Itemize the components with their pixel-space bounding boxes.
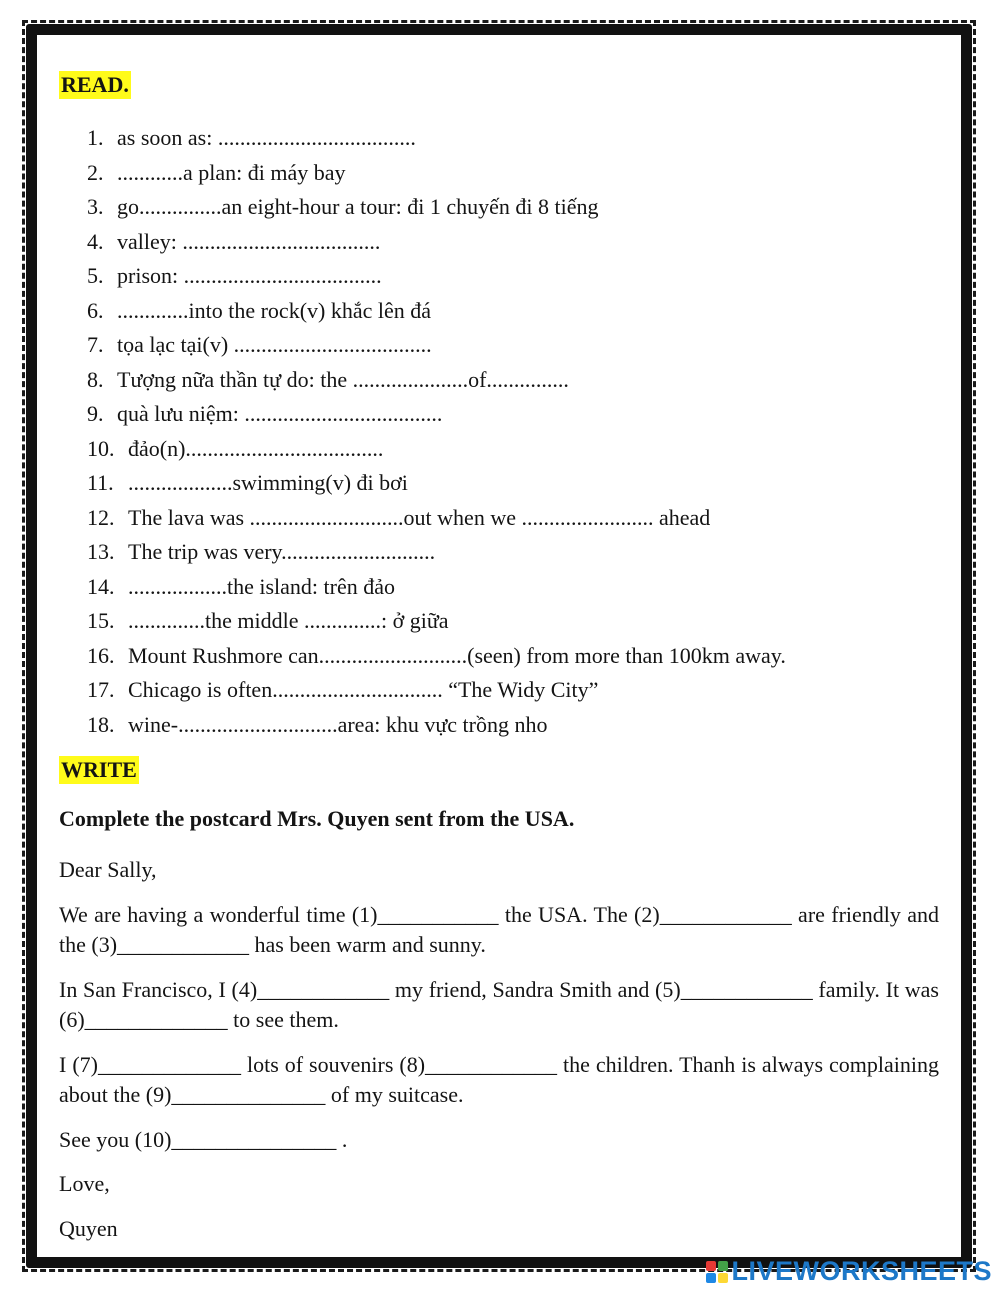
read-item-number: 11. [87, 470, 114, 495]
read-item-text: Chicago is often............................... “The Widy City” [128, 677, 599, 702]
write-heading: WRITE [61, 757, 137, 782]
read-item-number: 8. [87, 366, 104, 392]
read-item-text: go...............an eight-hour a tour: đi 1 chuyến đi 8 tiếng [117, 194, 599, 219]
read-item-number: 14. [87, 573, 115, 599]
logo-text: LIVEWORKSHEETS [731, 1256, 992, 1286]
read-item-text: quà lưu niệm: .................................... [117, 401, 443, 426]
postcard-paragraph-3: I (7)_____________ lots of souvenirs (8)____________ the children. Thanh is always complaining about the (9)______________ of my suitcase. [59, 1052, 939, 1107]
postcard-sign-off: Love, [59, 1171, 110, 1196]
logo-block [706, 1261, 716, 1271]
read-item-number: 3. [87, 194, 104, 219]
read-item-number: 15. [87, 608, 115, 633]
read-item-text: valley: .................................... [117, 228, 381, 254]
read-item-number: 13. [87, 539, 115, 564]
read-item-text: as soon as: .................................... [117, 125, 416, 150]
read-item-text: ..............the middle ..............: ở giữa [128, 608, 449, 633]
read-item-number: 12. [87, 504, 115, 530]
read-item-text: ............a plan: đi máy bay [117, 159, 346, 185]
read-item-number: 4. [87, 228, 104, 254]
postcard-closing-line: See you (10)_______________ . [59, 1127, 348, 1152]
logo-block [718, 1261, 728, 1271]
read-item-text: The trip was very............................ [128, 539, 436, 564]
read-item-number: 18. [87, 711, 115, 737]
read-item-number: 17. [87, 677, 115, 702]
read-item-text: The lava was ............................out when we ........................ ahead [128, 504, 711, 530]
postcard-paragraph-2: In San Francisco, I (4)____________ my friend, Sandra Smith and (5)____________ family. It was (6)_____________ to see them. [59, 977, 939, 1032]
read-item-number: 16. [87, 642, 115, 668]
read-item-text: wine-.............................area: khu vực trồng nho [128, 711, 548, 737]
liveworksheets-logo [706, 1256, 992, 1287]
logo-block [706, 1273, 716, 1283]
read-item-number: 1. [87, 125, 104, 150]
read-item-text: tọa lạc tại(v) .................................... [117, 332, 432, 357]
read-item-text: Mount Rushmore can...........................(seen) from more than 100km away. [128, 642, 786, 668]
write-instruction: Complete the postcard Mrs. Quyen sent from the USA. [59, 806, 575, 831]
read-item-text: ..................the island: trên đảo [128, 573, 396, 599]
worksheet-frame [26, 24, 972, 1268]
read-item-text: Tượng nữa thần tự do: the .....................of............... [117, 366, 569, 392]
read-item-number: 9. [87, 401, 104, 426]
postcard-paragraph-1: We are having a wonderful time (1)___________ the USA. The (2)____________ are friendly and the (3)____________ has been warm and sunny. [59, 902, 939, 957]
postcard-greeting: Dear Sally, [59, 857, 157, 882]
read-heading: READ. [61, 72, 129, 97]
read-item-text: prison: .................................... [117, 263, 382, 288]
read-item-text: ...................swimming(v) đi bơi [128, 470, 408, 495]
read-item-number: 10. [87, 435, 115, 461]
read-item-number: 7. [87, 332, 104, 357]
read-item-number: 6. [87, 297, 104, 323]
read-item-text: .............into the rock(v) khắc lên đá [117, 297, 432, 323]
read-item-text: đảo(n).................................... [128, 435, 384, 461]
read-item-number: 5. [87, 263, 104, 288]
logo-blocks-icon [706, 1261, 728, 1283]
postcard-signature: Quyen [59, 1216, 118, 1241]
read-item-number: 2. [87, 159, 104, 185]
logo-block [718, 1273, 728, 1283]
